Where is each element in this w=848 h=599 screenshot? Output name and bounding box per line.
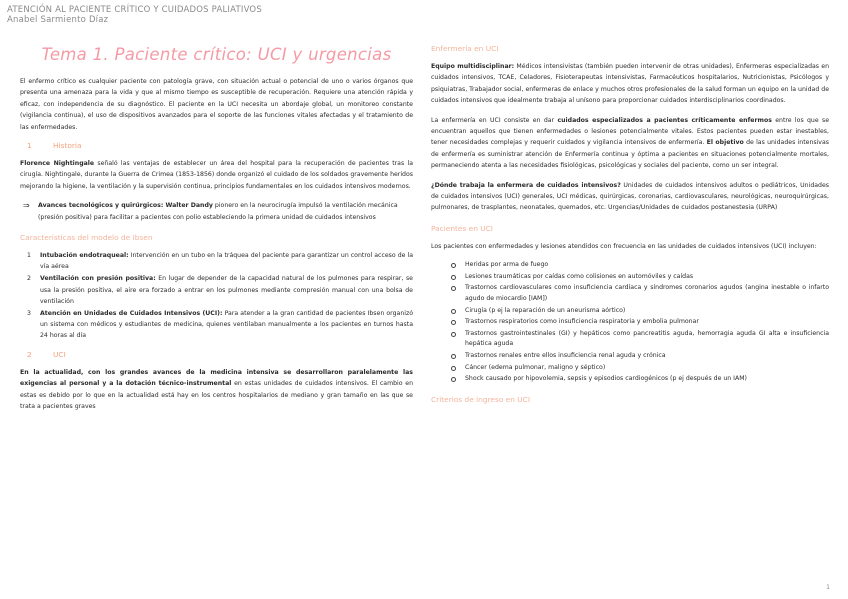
page-title: Tema 1. Paciente crítico: UCI y urgencias bbox=[41, 45, 392, 64]
enfermeria-paragraph-1: Equipo multidisciplinar: Médicos intensivistas (también pueden intervenir de otras unidades), Enfermeras especializadas en cuidados intensivos, TCAE, Celadores, Fisioterapeutas intensivistas, Farmacéuticos hospitalarios, Nutricionistas, Psicólogos y psiquiatras, Trabajador social, enfermeras de enlace y muchos otros profesionales de la salud forman un equipo en la unidad de cuidados intensivos que idealmente trabaja al unísono para proporcionar cuidados interdisciplinarios coordinados. bbox=[431, 63, 830, 105]
author-name: Anabel Sarmiento Díaz bbox=[7, 15, 109, 25]
right-column bbox=[431, 42, 829, 412]
uci-paragraph bbox=[20, 367, 413, 413]
enfermeria-paragraph-2: La enfermería en UCI consiste en dar cuidados especializados a pacientes críticamente enfermos entre los que se encuentran aquellos que tienen enfermedades o lesiones potencialmente vitales. Estos pacientes pueden estar inestables, tener necesidades complejas y requerir cuidados y vigilancia intensivos de enfermería. El objetivo de las unidades intensivas de enfermería es suministrar atención de Enfermería continua y óptima a pacientes en situaciones potencialmente mortales, permaneciendo atenta a las necesidades fisiológicas, psicológicas y sociales del paciente, como un ser integral. bbox=[431, 116, 829, 170]
document-header bbox=[7, 5, 262, 25]
list-item: Lesiones traumáticas por caídas como colisiones en automóviles y caídas bbox=[431, 272, 829, 283]
section-uci-heading bbox=[20, 350, 413, 359]
list-item: Trastornos respiratorios como insuficiencia respiratoria y embolia pulmonar bbox=[431, 317, 829, 328]
list-item: Heridas por arma de fuego bbox=[431, 260, 829, 271]
list-item: 3 Atención en Unidades de Cuidados Intensivos (UCI): Para atender a la gran cantidad de pacientes Ibsen organizó un sistema con médicos y estudiantes de medicina, quienes ventilaban manualmente a los pacientes en turnos hasta 24 horas al día bbox=[27, 310, 413, 340]
arrow-lead: Avances tecnológicos y quirúrgicos: Walter Dandy bbox=[38, 202, 213, 210]
list-item: Trastornos cardiovasculares como insuficiencia cardíaca y síndromes coronarios agudos (angina inestable o infarto agudo de miocardio [IAM]) bbox=[431, 283, 829, 304]
list-item: Trastornos gastrointestinales (GI) y hepáticos como pancreatitis aguda, hemorragia aguda GI alta e insuficiencia hepática aguda bbox=[431, 329, 829, 350]
arrow-text: pionero en la neurocirugía impulsó la ventilación mecánica (presión positiva) para facilitar a pacientes con polio estableciendo la primera unidad de cuidados intensivos bbox=[38, 202, 398, 221]
list-item: 1 Intubación endotraqueal: Intervención en un tubo en la tráquea del paciente para garantizar un control acceso de la vía aérea bbox=[27, 252, 413, 271]
course-title: ATENCIÓN AL PACIENTE CRÍTICO Y CUIDADOS PALIATIVOS bbox=[7, 5, 262, 15]
pacientes-intro: Los pacientes con enfermedades y lesiones atendidos con frecuencia en las unidades de cuidados intensivos (UCI) incluyen: bbox=[431, 242, 817, 250]
pacientes-list bbox=[431, 260, 829, 385]
caracteristicas-list bbox=[20, 250, 413, 342]
enfermeria-paragraph-3: ¿Dónde trabaja la enfermera de cuidados intensivos? Unidades de cuidados intensivos adultos o pediátricos, Unidades de cuidados intensivos (UCI) generales, UCI médicas, quirúrgicas, coronarias, cardiovasculares, neurológicas, neuroquirúrgicas, pulmonares, de trasplantes, neonatales, quemados, etc. Urgencias/Unidades de cuidados postanestesia (URPA) bbox=[431, 181, 829, 212]
section-caracteristicas-heading: Características del modelo de Ibsen bbox=[20, 233, 153, 243]
list-item: 2 Ventilación con presión positiva: En lugar de depender de la capacidad natural de los pulmones para respirar, se usa la presión positiva, el aire era forzado a entrar en los pulmones mediante compresión manual con una bolsa de ventilación bbox=[27, 275, 413, 305]
historia-paragraph bbox=[20, 158, 413, 192]
uci-lead: En la actualidad, con los grandes avances de la medicina intensiva se desarrollaron paralelamente las exigencias al personal y a la dotación técnico-instrumental bbox=[20, 368, 413, 388]
right-arrow-icon: ⇒ bbox=[23, 201, 30, 211]
section-number: 1 bbox=[27, 141, 32, 151]
section-title: UCI bbox=[53, 349, 66, 359]
section-historia-heading bbox=[20, 141, 413, 150]
uci-text: en estas unidades de cuidados intensivos. El cambio en estas es debido por lo que en la actualidad está hay en los centros hospitalarios de mediano y gran tamaño en las que se trata a pacientes graves bbox=[20, 380, 413, 410]
section-enfermeria-heading: Enfermería en UCI bbox=[431, 44, 499, 53]
historia-text: señaló las ventajas de establecer un área del hospital para la recuperación de pacientes tras la cirugía. Nightingale, durante la Guerra de Crimea (1853-1856) donde organizó el cuidado de los soldados gravemente heridos mejorando la higiene, la ventilación y la supervisión continua, principios fundamentales en los cuidados intensivos modernos. bbox=[20, 160, 413, 190]
historia-arrow-item bbox=[20, 200, 413, 223]
section-number: 2 bbox=[27, 349, 32, 359]
list-item: Shock causado por hipovolemia, sepsis y episodios cardiogénicos (p ej después de un IAM) bbox=[431, 374, 829, 385]
list-item: Trastornos renales entre ellos insuficiencia renal aguda y crónica bbox=[431, 351, 829, 362]
section-pacientes-heading: Pacientes en UCI bbox=[431, 223, 493, 233]
page-number: 1 bbox=[826, 584, 830, 591]
list-item: Cirugía (p ej la reparación de un aneurisma aórtico) bbox=[431, 306, 829, 317]
left-column bbox=[20, 42, 413, 420]
section-title: Historia bbox=[53, 141, 82, 151]
historia-lead: Florence Nightingale bbox=[20, 160, 95, 168]
intro-paragraph: El enfermo crítico es cualquier paciente con patología grave, con situación actual o potencial de uno o varios órganos que presenta una amenaza para la vida y que al mismo tiempo es susceptible de recuperación. Requiere una atención rápida y eficaz, con independencia de su diagnóstico. El paciente en la UCI necesita un abordaje global, un monitoreo constante (vigilancia continua), el uso de dispositivos avanzados para el soporte de las funciones vitales afectadas y el tratamiento de las enfermedades. bbox=[20, 78, 413, 131]
section-criterios-heading: Criterios de ingreso en UCI bbox=[431, 394, 531, 404]
list-item: Cáncer (edema pulmonar, maligno y séptico) bbox=[431, 363, 829, 374]
